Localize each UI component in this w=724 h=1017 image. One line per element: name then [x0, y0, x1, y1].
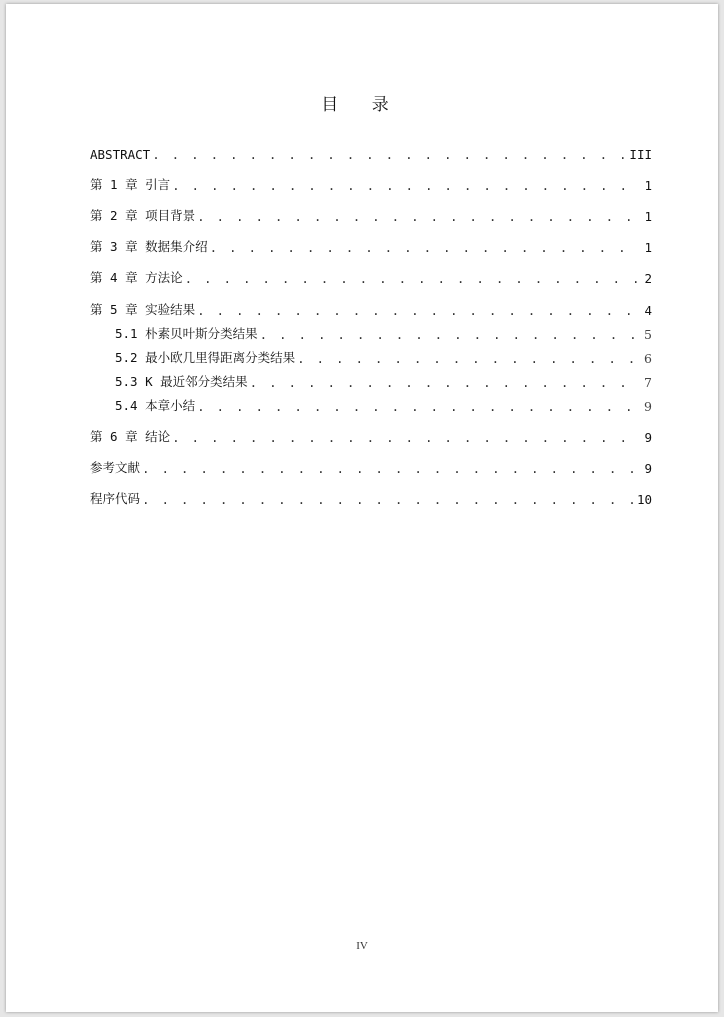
- toc-entry-page: 4: [644, 303, 652, 318]
- toc-entry-chapter-2[interactable]: [90, 204, 652, 224]
- toc-entry-page: 1: [644, 240, 652, 255]
- toc-entry-page: 9: [644, 430, 652, 445]
- toc-leader-dots: [210, 240, 641, 255]
- toc-entry-label: 5.2 最小欧几里得距离分类结果: [115, 350, 296, 365]
- toc-leader-dots: [172, 430, 640, 445]
- toc-leader-dots: [260, 327, 640, 342]
- toc-entry-source-code[interactable]: [90, 487, 652, 507]
- toc-entry-abstract[interactable]: [90, 142, 652, 162]
- footer-page-number: IV: [356, 940, 368, 952]
- toc-entry-section-5-2[interactable]: [115, 346, 652, 366]
- toc-entry-page: 6: [644, 351, 652, 366]
- toc-leader-dots: [250, 375, 640, 390]
- toc-leader-dots: [142, 461, 640, 476]
- toc-entry-chapter-3[interactable]: [90, 235, 652, 255]
- toc-leader-dots: [142, 492, 633, 507]
- toc-entry-page: 10: [636, 492, 652, 507]
- toc-entry-label: 程序代码: [90, 491, 141, 506]
- toc-entry-section-5-3[interactable]: [115, 370, 652, 390]
- toc-entry-page: 2: [644, 271, 652, 286]
- toc-entry-label: 参考文献: [90, 460, 141, 475]
- toc-entry-page: 9: [644, 399, 652, 414]
- toc-entry-page: 5: [644, 327, 652, 342]
- toc-leader-dots: [185, 271, 641, 286]
- toc-entry-label: ABSTRACT: [90, 147, 151, 162]
- toc-title: 目 录: [321, 95, 403, 115]
- toc-entry-label: 第 3 章 数据集介绍: [90, 239, 208, 254]
- toc-leader-dots: [297, 351, 640, 366]
- toc-entry-label: 第 6 章 结论: [90, 429, 171, 444]
- toc-entry-chapter-5[interactable]: [90, 298, 652, 318]
- toc-entry-page: III: [629, 147, 652, 162]
- toc-entry-label: 第 2 章 项目背景: [90, 208, 196, 223]
- toc-leader-dots: [172, 178, 640, 193]
- toc-entry-chapter-4[interactable]: [90, 266, 652, 286]
- toc-entry-chapter-1[interactable]: [90, 173, 652, 193]
- toc-entry-label: 第 1 章 引言: [90, 177, 171, 192]
- toc-entry-page: 1: [644, 209, 652, 224]
- toc-leader-dots: [197, 209, 640, 224]
- toc-entry-references[interactable]: [90, 456, 652, 476]
- toc-leader-dots: [197, 303, 640, 318]
- toc-entry-page: 9: [644, 461, 652, 476]
- toc-leader-dots: [197, 399, 640, 414]
- toc-entry-page: 1: [644, 178, 652, 193]
- document-page: [6, 4, 718, 1012]
- toc-entry-section-5-4[interactable]: [115, 394, 652, 414]
- toc-entry-label: 第 5 章 实验结果: [90, 302, 196, 317]
- toc-entry-page: 7: [644, 375, 652, 390]
- toc-entry-section-5-1[interactable]: [115, 322, 652, 342]
- toc-entry-chapter-6[interactable]: [90, 425, 652, 445]
- toc-leader-dots: [152, 147, 625, 162]
- toc-entry-label: 第 4 章 方法论: [90, 270, 183, 285]
- toc-entry-label: 5.3 K 最近邻分类结果: [115, 374, 248, 389]
- toc-entry-label: 5.4 本章小结: [115, 398, 196, 413]
- toc-entry-label: 5.1 朴素贝叶斯分类结果: [115, 326, 258, 341]
